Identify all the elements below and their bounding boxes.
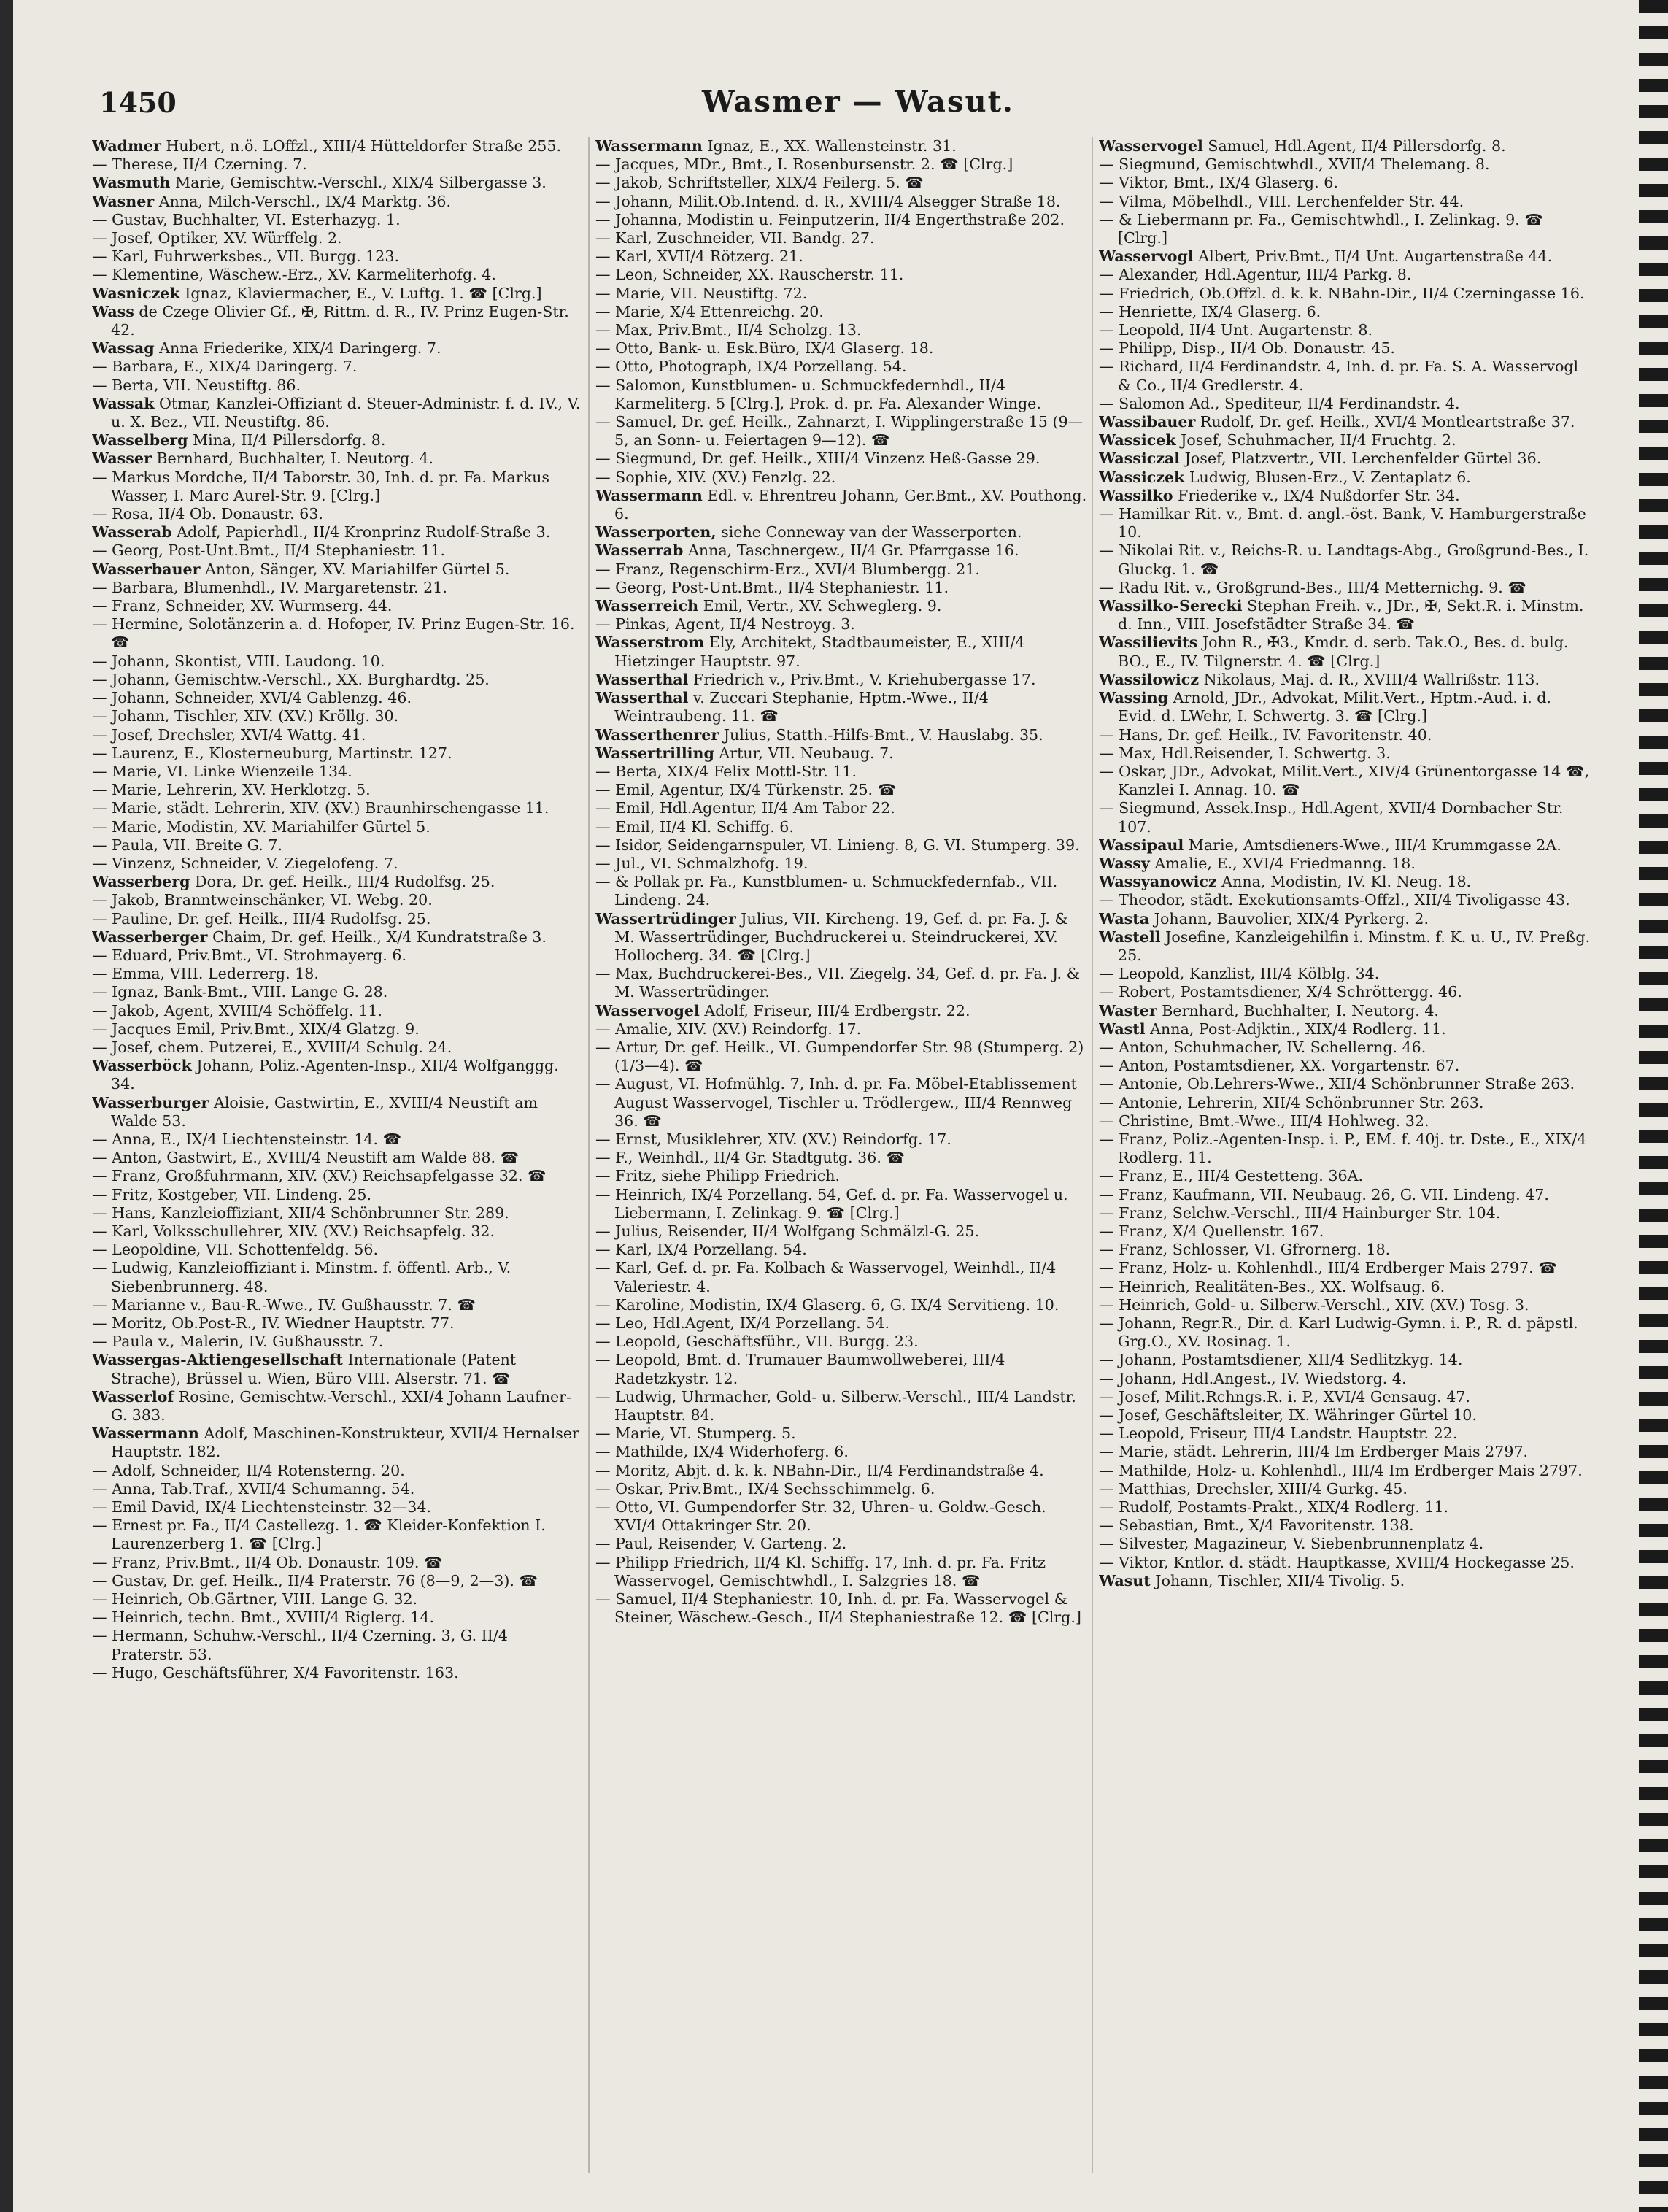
directory-entry: — & Liebermann pr. Fa., Gemischtwhdl., I. Zelinkag. 9. ☎ [Clrg.] xyxy=(1099,210,1543,247)
directory-entry: Wassermann Ignaz, E., XX. Wallensteinstr. 31. xyxy=(595,137,957,155)
directory-entry: — Franz, Schlosser, VI. Gfrornerg. 18. xyxy=(1099,1241,1391,1259)
directory-entry: — Franz, X/4 Quellenstr. 167. xyxy=(1099,1222,1324,1240)
directory-entry: — Ignaz, Bank-Bmt., VIII. Lange G. 28. xyxy=(92,983,388,1001)
column-2 xyxy=(595,137,1087,2181)
directory-entry: — Karl, XVII/4 Rötzerg. 21. xyxy=(595,247,803,266)
page-header xyxy=(99,82,1617,126)
directory-entry: — Sophie, XIV. (XV.) Fenzlg. 22. xyxy=(595,468,836,486)
directory-entry: — Karl, Gef. d. pr. Fa. Kolbach & Wasservogel, Weinhdl., II/4 Valeriestr. 4. xyxy=(595,1259,1057,1295)
directory-entry: — F., Weinhdl., II/4 Gr. Stadtgutg. 36. ☎ xyxy=(595,1149,906,1167)
directory-entry: — Samuel, II/4 Stephaniestr. 10, Inh. d. pr. Fa. Wasservogel & Steiner, Wäschew.-Gesch., II/4 Stephaniestraße 12. ☎ [Clrg.] xyxy=(595,1590,1081,1627)
directory-entry: — Marianne v., Bau-R.-Wwe., IV. Gußhausstr. 7. ☎ xyxy=(92,1295,476,1314)
directory-entry: — Franz, Großfuhrmann, XIV. (XV.) Reichsapfelgasse 32. ☎ xyxy=(92,1167,547,1185)
directory-entry: — Oskar, JDr., Advokat, Milit.Vert., XIV/4 Grünentorgasse 14 ☎, Kanzlei I. Annag. 10. ☎ xyxy=(1099,762,1590,799)
directory-entry: — Heinrich, Gold- u. Silberw.-Verschl., XIV. (XV.) Tosg. 3. xyxy=(1099,1295,1529,1314)
directory-entry: — Max, Hdl.Reisender, I. Schwertg. 3. xyxy=(1099,744,1391,762)
directory-entry: — Artur, Dr. gef. Heilk., VI. Gumpendorfer Str. 98 (Stumperg. 2) (1/3—4). ☎ xyxy=(595,1038,1084,1075)
directory-entry: — Karl, IX/4 Porzellang. 54. xyxy=(595,1241,807,1259)
directory-entry: — Josef, Milit.Rchngs.R. i. P., XVI/4 Gensaug. 47. xyxy=(1099,1387,1470,1406)
directory-entry: — Samuel, Dr. gef. Heilk., Zahnarzt, I. Wipplingerstraße 15 (9—5, an Sonn- u. Feiertagen 9—12). ☎ xyxy=(595,413,1084,450)
directory-entry: — Hamilkar Rit. v., Bmt. d. angl.-öst. Bank, V. Hamburgerstraße 10. xyxy=(1099,505,1586,542)
directory-entry: — Georg, Post-Unt.Bmt., II/4 Stephaniestr. 11. xyxy=(595,578,949,596)
directory-entry: — Hugo, Geschäftsführer, X/4 Favoritenstr. 163. xyxy=(92,1663,459,1681)
directory-entry: — Pinkas, Agent, II/4 Nestroyg. 3. xyxy=(595,615,855,633)
directory-entry: Wasservogel Samuel, Hdl.Agent, II/4 Pillersdorfg. 8. xyxy=(1099,137,1506,155)
directory-entry: — Jakob, Schriftsteller, XIX/4 Feilerg. 5. ☎ xyxy=(595,174,924,192)
directory-entry: — Paul, Reisender, V. Garteng. 2. xyxy=(595,1535,847,1553)
directory-entry: — Josef, Drechsler, XVI/4 Wattg. 41. xyxy=(92,725,366,744)
directory-entry: — Jakob, Branntweinschänker, VI. Webg. 20. xyxy=(92,891,433,909)
directory-entry: Wassibauer Rudolf, Dr. gef. Heilk., XVI/4 Montleartstraße 37. xyxy=(1099,413,1575,431)
directory-entry: Wadmer Hubert, n.ö. LOffzl., XIII/4 Hütteldorfer Straße 255. xyxy=(92,137,562,155)
directory-entry: — Nikolai Rit. v., Reichs-R. u. Landtags-Abg., Großgrund-Bes., I. Gluckg. 1. ☎ xyxy=(1099,542,1589,578)
directory-entry: — Philipp Friedrich, II/4 Kl. Schiffg. 17, Inh. d. pr. Fa. Fritz Wasservogel, Gemischtwhdl., I. Salzgries 18. ☎ xyxy=(595,1553,1046,1589)
directory-entry: — Silvester, Magazineur, V. Siebenbrunnenplatz 4. xyxy=(1099,1535,1484,1553)
directory-entry: — Pauline, Dr. gef. Heilk., III/4 Rudolfsg. 25. xyxy=(92,909,431,928)
directory-entry: — Karoline, Modistin, IX/4 Glaserg. 6, G. IX/4 Servitieng. 10. xyxy=(595,1295,1059,1314)
directory-entry: Wassermann Edl. v. Ehrentreu Johann, Ger.Bmt., XV. Pouthong. 6. xyxy=(595,486,1087,523)
directory-entry: — Rosa, II/4 Ob. Donaustr. 63. xyxy=(92,505,323,523)
directory-entry: — Alexander, Hdl.Agentur, III/4 Parkg. 8. xyxy=(1099,266,1412,284)
directory-entry: Wassiczek Ludwig, Blusen-Erz., V. Zentaplatz 6. xyxy=(1099,468,1471,486)
directory-entry: Wasut Johann, Tischler, XII/4 Tivolig. 5. xyxy=(1099,1571,1405,1589)
scan-edge-right xyxy=(1639,0,1668,2212)
directory-entry: Wasservogel Adolf, Friseur, III/4 Erdbergstr. 22. xyxy=(595,1001,970,1020)
directory-entry: — Max, Buchdruckerei-Bes., VII. Ziegelg. 34, Gef. d. pr. Fa. J. & M. Wassertrüdinger. xyxy=(595,965,1080,1001)
directory-entry: — Isidor, Seidengarnspuler, VI. Linieng. 8, G. VI. Stumperg. 39. xyxy=(595,836,1080,854)
directory-entry: Wasserlof Rosine, Gemischtw.-Verschl., XXI/4 Johann Laufner-G. 383. xyxy=(92,1387,571,1425)
directory-entry: — Radu Rit. v., Großgrund-Bes., III/4 Metternichg. 9. ☎ xyxy=(1099,578,1526,596)
directory-entry: Wasserstrom Ely, Architekt, Stadtbaumeister, E., XIII/4 Hietzinger Hauptstr. 97. xyxy=(595,633,1025,670)
directory-entry: Wasniczek Ignaz, Klaviermacher, E., V. Luftg. 1. ☎ [Clrg.] xyxy=(92,284,542,302)
running-title: Wasmer — Wasut. xyxy=(702,85,1014,119)
directory-entry: — Marie, VI. Stumperg. 5. xyxy=(595,1425,796,1443)
directory-entry: — Sebastian, Bmt., X/4 Favoritenstr. 138. xyxy=(1099,1517,1414,1535)
directory-entry: — Viktor, Bmt., IX/4 Glaserg. 6. xyxy=(1099,174,1338,192)
directory-entry: — Johann, Milit.Ob.Intend. d. R., XVIII/4 Alsegger Straße 18. xyxy=(595,192,1061,210)
directory-entry: — Marie, städt. Lehrerin, XIV. (XV.) Braunhirschengasse 11. xyxy=(92,799,549,817)
directory-entry: — Otto, Bank- u. Esk.Büro, IX/4 Glaserg. 18. xyxy=(595,339,934,358)
directory-entry: — Siegmund, Dr. gef. Heilk., XIII/4 Vinzenz Heß-Gasse 29. xyxy=(595,450,1040,468)
directory-entry: Wassergas-Aktiengesellschaft Internationale (Patent Strache), Brüssel u. Wien, Büro VIII. Alserstr. 71. ☎ xyxy=(92,1351,517,1387)
directory-entry: — Heinrich, IX/4 Porzellang. 54, Gef. d. pr. Fa. Wasservogel u. Liebermann, I. Zelinkag. 9. ☎ [Clrg.] xyxy=(595,1185,1068,1222)
directory-entry: Wassyanowicz Anna, Modistin, IV. Kl. Neug. 18. xyxy=(1099,873,1472,891)
directory-entry: — Emil, Agentur, IX/4 Türkenstr. 25. ☎ xyxy=(595,781,897,799)
directory-entry: — Ludwig, Uhrmacher, Gold- u. Silberw.-Verschl., III/4 Landstr. Hauptstr. 84. xyxy=(595,1387,1076,1425)
directory-entry: — Leopold, II/4 Unt. Augartenstr. 8. xyxy=(1099,321,1373,339)
directory-entry: — Antonie, Lehrerin, XII/4 Schönbrunner Str. 263. xyxy=(1099,1093,1484,1111)
directory-entry: Wasmuth Marie, Gemischtw.-Verschl., XIX/4 Silbergasse 3. xyxy=(92,174,547,192)
directory-entry: — Heinrich, techn. Bmt., XVIII/4 Riglerg. 14. xyxy=(92,1608,435,1627)
directory-entry: — Mathilde, Holz- u. Kohlenhdl., III/4 Im Erdberger Mais 2797. xyxy=(1099,1461,1583,1479)
directory-entry: — Berta, VII. Neustiftg. 86. xyxy=(92,376,301,394)
directory-entry: — Johann, Tischler, XIV. (XV.) Kröllg. 30. xyxy=(92,707,399,725)
directory-entry: — Viktor, Kntlor. d. städt. Hauptkasse, XVIII/4 Hockegasse 25. xyxy=(1099,1553,1575,1571)
directory-entry: — Oskar, Priv.Bmt., IX/4 Sechsschimmelg. 6. xyxy=(595,1479,935,1498)
directory-entry: — Gustav, Dr. gef. Heilk., II/4 Praterstr. 76 (8—9, 2—3). ☎ xyxy=(92,1571,538,1589)
directory-entry: — Karl, Zuschneider, VII. Bandg. 27. xyxy=(595,229,875,247)
scan-edge-left xyxy=(0,0,13,2212)
directory-entry: Waster Bernhard, Buchhalter, I. Neutorg. 4. xyxy=(1099,1001,1439,1020)
directory-entry: — Barbara, Blumenhdl., IV. Margaretenstr. 21. xyxy=(92,578,447,596)
directory-entry: — Julius, Reisender, II/4 Wolfgang Schmälzl-G. 25. xyxy=(595,1222,980,1240)
directory-entry: — Marie, Lehrerin, XV. Herklotzg. 5. xyxy=(92,781,371,799)
directory-entry: Wassiczal Josef, Platzvertr., VII. Lerchenfelder Gürtel 36. xyxy=(1099,450,1542,468)
directory-entry: — Marie, städt. Lehrerin, III/4 Im Erdberger Mais 2797. xyxy=(1099,1443,1529,1461)
directory-entry: — Leopold, Kanzlist, III/4 Kölblg. 34. xyxy=(1099,965,1380,983)
directory-entry: — Johann, Skontist, VIII. Laudong. 10. xyxy=(92,652,385,670)
directory-entry: — Franz, Priv.Bmt., II/4 Ob. Donaustr. 109. ☎ xyxy=(92,1553,443,1571)
directory-entry: — Marie, VI. Linke Wienzeile 134. xyxy=(92,762,352,780)
directory-entry: Wassermann Adolf, Maschinen-Konstrukteur, XVII/4 Hernalser Hauptstr. 182. xyxy=(92,1425,579,1461)
directory-entry: — Marie, X/4 Ettenreichg. 20. xyxy=(595,302,824,320)
directory-entry: — Siegmund, Gemischtwhdl., XVII/4 Thelemang. 8. xyxy=(1099,155,1490,174)
directory-entry: — Anton, Schuhmacher, IV. Schellerng. 46. xyxy=(1099,1038,1426,1056)
directory-entry: — Hermann, Schuhw.-Verschl., II/4 Czerning. 3, G. II/4 Praterstr. 53. xyxy=(92,1627,508,1663)
directory-entry: — Berta, XIX/4 Felix Mottl-Str. 11. xyxy=(595,762,857,780)
directory-entry: — Georg, Post-Unt.Bmt., II/4 Stephaniestr. 11. xyxy=(92,542,445,560)
directory-entry: — Johann, Postamtsdiener, XII/4 Sedlitzkyg. 14. xyxy=(1099,1351,1463,1369)
directory-entry: Wassag Anna Friederike, XIX/4 Daringerg. 7. xyxy=(92,339,441,358)
directory-entry: — Johann, Gemischtw.-Verschl., XX. Burghardtg. 25. xyxy=(92,670,490,688)
directory-entry: — Franz, Holz- u. Kohlenhdl., III/4 Erdberger Mais 2797. ☎ xyxy=(1099,1259,1557,1277)
directory-entry: — Karl, Fuhrwerksbes., VII. Burgg. 123. xyxy=(92,247,400,266)
directory-entry: Wassicek Josef, Schuhmacher, II/4 Fruchtg. 2. xyxy=(1099,431,1456,450)
directory-entry: Wassertrüdinger Julius, VII. Kircheng. 19, Gef. d. pr. Fa. J. & M. Wassertrüdinger, Buchdruckerei u. Steindruckerei, XV. Hollocherg. 34. ☎ [Clrg.] xyxy=(595,909,1068,964)
directory-entry: — Richard, II/4 Ferdinandstr. 4, Inh. d. pr. Fa. S. A. Wasservogl & Co., II/4 Gredlerstr. 4. xyxy=(1099,358,1579,394)
directory-entry: Wasserrab Anna, Taschnergew., II/4 Gr. Pfarrgasse 16. xyxy=(595,542,1019,560)
directory-entry: — Anton, Postamtsdiener, XX. Vorgartenstr. 67. xyxy=(1099,1057,1460,1075)
directory-entry: Wassilowicz Nikolaus, Maj. d. R., XVIII/4 Wallrißstr. 113. xyxy=(1099,670,1540,688)
directory-entry: — Otto, Photograph, IX/4 Porzellang. 54. xyxy=(595,358,907,376)
directory-entry: — & Pollak pr. Fa., Kunstblumen- u. Schmuckfedernfab., VII. Lindeng. 24. xyxy=(595,873,1058,909)
directory-entry: Wasserburger Aloisie, Gastwirtin, E., XVIII/4 Neustift am Walde 53. xyxy=(92,1093,538,1130)
directory-entry: — Leo, Hdl.Agent, IX/4 Porzellang. 54. xyxy=(595,1314,890,1332)
directory-entry: — Franz, Kaufmann, VII. Neubaug. 26, G. VII. Lindeng. 47. xyxy=(1099,1185,1549,1203)
directory-entry: — Josef, Geschäftsleiter, IX. Währinger Gürtel 10. xyxy=(1099,1406,1477,1425)
directory-entry: — Heinrich, Ob.Gärtner, VIII. Lange G. 32. xyxy=(92,1590,418,1608)
directory-entry: — Barbara, E., XIX/4 Daringerg. 7. xyxy=(92,358,358,376)
directory-entry: — Johann, Regr.R., Dir. d. Karl Ludwig-Gymn. i. P., R. d. päpstl. Grg.O., XV. Rosinag. 1. xyxy=(1099,1314,1578,1351)
directory-entry: Wassertrilling Artur, VII. Neubaug. 7. xyxy=(595,744,894,762)
directory-entry: — Christine, Bmt.-Wwe., III/4 Hohlweg. 32. xyxy=(1099,1111,1429,1130)
directory-entry: — Matthias, Drechsler, XIII/4 Gurkg. 45. xyxy=(1099,1479,1408,1498)
directory-entry: Wastell Josefine, Kanzleigehilfin i. Minstm. f. K. u. U., IV. Preßg. 25. xyxy=(1099,928,1591,964)
directory-entry: — Paula v., Malerin, IV. Gußhausstr. 7. xyxy=(92,1333,384,1351)
directory-entry: — Laurenz, E., Klosterneuburg, Martinstr. 127. xyxy=(92,744,452,762)
directory-entry: Wassipaul Marie, Amtsdieners-Wwe., III/4 Krummgasse 2A. xyxy=(1099,836,1561,854)
directory-entry: Wasserberger Chaim, Dr. gef. Heilk., X/4 Kundratstraße 3. xyxy=(92,928,547,946)
directory-entry: — Theodor, städt. Exekutionsamts-Offzl., XII/4 Tivoligasse 43. xyxy=(1099,891,1570,909)
directory-entry: — Leopold, Friseur, III/4 Landstr. Hauptstr. 22. xyxy=(1099,1425,1458,1443)
directory-entry: — Marie, VII. Neustiftg. 72. xyxy=(595,284,808,302)
directory-entry: — Moritz, Ob.Post-R., IV. Wiedner Hauptstr. 77. xyxy=(92,1314,455,1332)
column-divider xyxy=(588,137,590,2173)
directory-entry: — Adolf, Schneider, II/4 Rotensterng. 20. xyxy=(92,1461,405,1479)
directory-entry: Wassak Otmar, Kanzlei-Offiziant d. Steuer-Administr. f. d. IV., V. u. X. Bez., VII. Neustiftg. 86. xyxy=(92,394,581,431)
directory-entry: — Ludwig, Kanzleioffiziant i. Minstm. f. öffentl. Arb., V. Siebenbrunnerg. 48. xyxy=(92,1259,511,1295)
directory-entry: Wassy Amalie, E., XVI/4 Friedmanng. 18. xyxy=(1099,854,1416,872)
directory-entry: Wassilko-Serecki Stephan Freih. v., JDr., ✠, Sekt.R. i. Minstm. d. Inn., VIII. Josefstädter Straße 34. ☎ xyxy=(1099,597,1584,633)
directory-entry: — Johann, Schneider, XVI/4 Gablenzg. 46. xyxy=(92,689,412,707)
directory-entry: Wasserbauer Anton, Sänger, XV. Mariahilfer Gürtel 5. xyxy=(92,560,510,578)
directory-entry: — Emma, VIII. Lederrerg. 18. xyxy=(92,965,319,983)
directory-entry: — Leon, Schneider, XX. Rauscherstr. 11. xyxy=(595,266,904,284)
directory-entry: — Salomon, Kunstblumen- u. Schmuckfedernhdl., II/4 Karmeliterg. 5 [Clrg.], Prok. d. pr. Fa. Alexander Winge. xyxy=(595,376,1041,412)
directory-entry: — Josef, chem. Putzerei, E., XVIII/4 Schulg. 24. xyxy=(92,1038,452,1056)
directory-entry: Wassilievits John R., ✠3., Kmdr. d. serb. Tak.O., Bes. d. bulg. BO., E., IV. Tilgnerstr. 4. ☎ [Clrg.] xyxy=(1099,633,1569,670)
directory-entry: — Amalie, XIV. (XV.) Reindorfg. 17. xyxy=(595,1020,862,1038)
directory-entry: — Siegmund, Assek.Insp., Hdl.Agent, XVII/4 Dornbacher Str. 107. xyxy=(1099,799,1564,836)
directory-entry: — Johanna, Modistin u. Feinputzerin, II/4 Engerthstraße 202. xyxy=(595,210,1065,228)
directory-entry: Wasservogl Albert, Priv.Bmt., II/4 Unt. Augartenstraße 44. xyxy=(1099,247,1553,266)
directory-entry: — Hans, Dr. gef. Heilk., IV. Favoritenstr. 40. xyxy=(1099,725,1432,744)
directory-entry: Wasserporten, siehe Conneway van der Wasserporten. xyxy=(595,523,1022,542)
directory-entry: Wasserthenrer Julius, Statth.-Hilfs-Bmt., V. Hauslabg. 35. xyxy=(595,725,1043,744)
directory-entry: — Jacques Emil, Priv.Bmt., XIX/4 Glatzg. 9. xyxy=(92,1020,420,1038)
column-divider xyxy=(1092,137,1093,2173)
directory-entry: — Jul., VI. Schmalzhofg. 19. xyxy=(595,854,808,872)
directory-entry: — Paula, VII. Breite G. 7. xyxy=(92,836,283,854)
directory-entry: — August, VI. Hofmühlg. 7, Inh. d. pr. Fa. Möbel-Etablissement August Wasservogel, Tischler u. Trödlergew., III/4 Rennweg 36. ☎ xyxy=(595,1075,1077,1130)
directory-entry: Wassing Arnold, JDr., Advokat, Milit.Vert., Hptm.-Aud. i. d. Evid. d. LWehr, I. Schwertg. 3. ☎ [Clrg.] xyxy=(1099,689,1551,725)
directory-entry: — Franz, Poliz.-Agenten-Insp. i. P., EM. f. 40j. tr. Dste., E., XIX/4 Rodlerg. 11. xyxy=(1099,1130,1587,1167)
directory-entry: — Franz, Schneider, XV. Wurmserg. 44. xyxy=(92,597,393,615)
directory-entry: Wasserthal v. Zuccari Stephanie, Hptm.-Wwe., II/4 Weintraubeng. 11. ☎ xyxy=(595,689,989,725)
directory-entry: — Jakob, Agent, XVIII/4 Schöffelg. 11. xyxy=(92,1001,382,1020)
directory-entry: — Therese, II/4 Czerning. 7. xyxy=(92,155,307,174)
directory-entry: — Anna, E., IX/4 Liechtensteinstr. 14. ☎ xyxy=(92,1130,402,1148)
directory-entry: — Karl, Volksschullehrer, XIV. (XV.) Reichsapfelg. 32. xyxy=(92,1222,495,1240)
directory-entry: — Otto, VI. Gumpendorfer Str. 32, Uhren- u. Goldw.-Gesch. XVI/4 Ottakringer Str. 20. xyxy=(595,1498,1046,1535)
directory-entry: — Anna, Tab.Traf., XVII/4 Schumanng. 54. xyxy=(92,1479,415,1498)
directory-entry: — Emil David, IX/4 Liechtensteinstr. 32—34. xyxy=(92,1498,432,1517)
directory-entry: — Mathilde, IX/4 Widerhoferg. 6. xyxy=(595,1443,849,1461)
column-3 xyxy=(1099,137,1591,2181)
directory-entry: — Leopoldine, VII. Schottenfeldg. 56. xyxy=(92,1241,379,1259)
directory-entry: — Vilma, Möbelhdl., VIII. Lerchenfelder Str. 44. xyxy=(1099,192,1464,210)
directory-entry: Wassilko Friederike v., IX/4 Nußdorfer Str. 34. xyxy=(1099,486,1460,504)
directory-entry: — Vinzenz, Schneider, V. Ziegelofeng. 7. xyxy=(92,854,398,872)
directory-entry: — Max, Priv.Bmt., II/4 Scholzg. 13. xyxy=(595,321,862,339)
directory-entry: — Henriette, IX/4 Glaserg. 6. xyxy=(1099,302,1321,320)
directory-entry: — Philipp, Disp., II/4 Ob. Donaustr. 45. xyxy=(1099,339,1395,358)
directory-entry: — Johann, Hdl.Angest., IV. Wiedstorg. 4. xyxy=(1099,1369,1407,1387)
directory-entry: Wasserberg Dora, Dr. gef. Heilk., III/4 Rudolfsg. 25. xyxy=(92,873,495,891)
directory-entry: — Friedrich, Ob.Offzl. d. k. k. NBahn-Dir., II/4 Czerningasse 16. xyxy=(1099,284,1585,302)
directory-entry: — Gustav, Buchhalter, VI. Esterhazyg. 1. xyxy=(92,210,401,228)
directory-entry: — Anton, Gastwirt, E., XVIII/4 Neustift am Walde 88. ☎ xyxy=(92,1149,520,1167)
directory-entry: — Moritz, Abjt. d. k. k. NBahn-Dir., II/4 Ferdinandstraße 4. xyxy=(595,1461,1044,1479)
directory-entry: — Jacques, MDr., Bmt., I. Rosenbursenstr. 2. ☎ [Clrg.] xyxy=(595,155,1013,174)
directory-entry: Wasselberg Mina, II/4 Pillersdorfg. 8. xyxy=(92,431,386,450)
directory-entry: — Fritz, Kostgeber, VII. Lindeng. 25. xyxy=(92,1185,371,1203)
directory-entry: — Marie, Modistin, XV. Mariahilfer Gürtel 5. xyxy=(92,817,430,836)
directory-entry: — Franz, Selchw.-Verschl., III/4 Hainburger Str. 104. xyxy=(1099,1203,1501,1222)
directory-entry: — Salomon Ad., Spediteur, II/4 Ferdinandstr. 4. xyxy=(1099,394,1460,412)
directory-entry: Wasser Bernhard, Buchhalter, I. Neutorg. 4. xyxy=(92,450,434,468)
directory-entry: — Antonie, Ob.Lehrers-Wwe., XII/4 Schönbrunner Straße 263. xyxy=(1099,1075,1575,1093)
directory-entry: Wasserab Adolf, Papierhdl., II/4 Kronprinz Rudolf-Straße 3. xyxy=(92,523,551,542)
directory-entry: — Franz, Regenschirm-Erz., XVI/4 Blumbergg. 21. xyxy=(595,560,980,578)
directory-entry: — Klementine, Wäschew.-Erz., XV. Karmeliterhofg. 4. xyxy=(92,266,496,284)
directory-entry: — Emil, Hdl.Agentur, II/4 Am Tabor 22. xyxy=(595,799,895,817)
directory-entry: Wasta Johann, Bauvolier, XIX/4 Pyrkerg. 2. xyxy=(1099,909,1429,928)
directory-entry: Wasserböck Johann, Poliz.-Agenten-Insp., XII/4 Wolfganggg. 34. xyxy=(92,1057,559,1093)
directory-entry: — Hermine, Solotänzerin a. d. Hofoper, IV. Prinz Eugen-Str. 16. ☎ xyxy=(92,615,575,652)
directory-entry: — Hans, Kanzleioffiziant, XII/4 Schönbrunner Str. 289. xyxy=(92,1203,509,1222)
directory-entry: — Emil, II/4 Kl. Schiffg. 6. xyxy=(595,817,794,836)
directory-entry: — Eduard, Priv.Bmt., VI. Strohmayerg. 6. xyxy=(92,946,406,964)
directory-entry: — Josef, Optiker, XV. Würffelg. 2. xyxy=(92,229,342,247)
directory-entry: — Rudolf, Postamts-Prakt., XIX/4 Rodlerg. 11. xyxy=(1099,1498,1449,1517)
directory-entry: — Fritz, siehe Philipp Friedrich. xyxy=(595,1167,841,1185)
directory-entry: — Heinrich, Realitäten-Bes., XX. Wolfsaug. 6. xyxy=(1099,1277,1445,1295)
directory-entry: — Franz, E., III/4 Gestetteng. 36A. xyxy=(1099,1167,1363,1185)
directory-entry: Wasserthal Friedrich v., Priv.Bmt., V. Kriehubergasse 17. xyxy=(595,670,1036,688)
directory-entry: Wasner Anna, Milch-Verschl., IX/4 Marktg. 36. xyxy=(92,192,452,210)
directory-entry: Wass de Czege Olivier Gf., ✠, Rittm. d. R., IV. Prinz Eugen-Str. 42. xyxy=(92,302,569,339)
directory-entry: — Ernest pr. Fa., II/4 Castellezg. 1. ☎ Kleider-Konfektion I. Laurenzerberg 1. ☎ [Clrg.] xyxy=(92,1517,546,1553)
directory-entry: Wastl Anna, Post-Adjktin., XIX/4 Rodlerg. 11. xyxy=(1099,1020,1446,1038)
directory-entry: — Robert, Postamtsdiener, X/4 Schröttergg. 46. xyxy=(1099,983,1462,1001)
column-1 xyxy=(92,137,584,2181)
directory-entry: — Markus Mordche, II/4 Taborstr. 30, Inh. d. pr. Fa. Markus Wasser, I. Marc Aurel-Str. 9. [Clrg.] xyxy=(92,468,549,504)
directory-entry: — Ernst, Musiklehrer, XIV. (XV.) Reindorfg. 17. xyxy=(595,1130,951,1148)
directory-entry: Wasserreich Emil, Vertr., XV. Schweglerg. 9. xyxy=(595,597,942,615)
page-number: 1450 xyxy=(99,86,177,119)
directory-entry: — Leopold, Bmt. d. Trumauer Baumwollweberei, III/4 Radetzkystr. 12. xyxy=(595,1351,1005,1387)
directory-entry: — Leopold, Geschäftsführ., VII. Burgg. 23. xyxy=(595,1333,919,1351)
